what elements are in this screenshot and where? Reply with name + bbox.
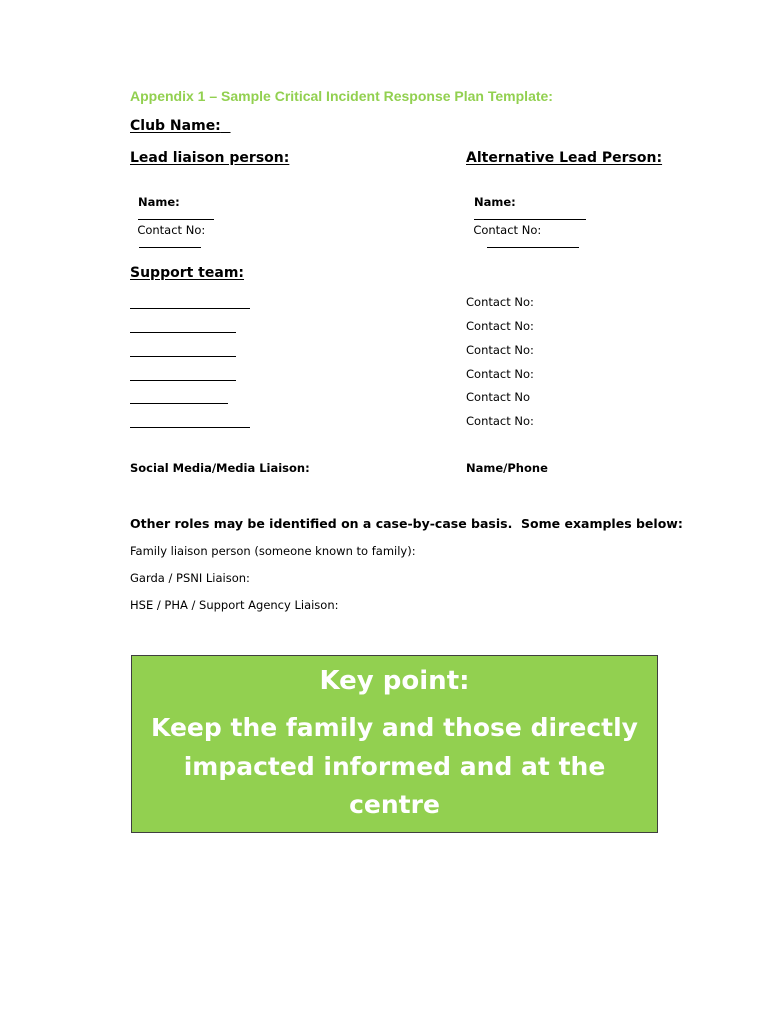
key-point-line-2: impacted informed and at the centre	[183, 751, 606, 819]
social-media-name-phone: Name/Phone	[466, 461, 548, 475]
key-point-body	[142, 709, 647, 863]
support-blank-2[interactable]	[130, 332, 236, 333]
support-contact-1: Contact No:	[466, 295, 534, 309]
club-name-label	[130, 118, 231, 134]
support-blank-6[interactable]	[130, 427, 250, 428]
key-point-line-3: of all decisions	[288, 828, 500, 858]
support-blank-4[interactable]	[130, 380, 236, 381]
other-role-hse-pha: HSE / PHA / Support Agency Liaison:	[130, 598, 339, 612]
key-point-line-1: Keep the family and those directly	[151, 713, 638, 742]
support-contact-3: Contact No:	[466, 343, 534, 357]
key-point-title: Key point:	[319, 666, 470, 696]
lead-contact-field	[130, 209, 205, 251]
alt-contact-field	[466, 209, 579, 251]
club-name-text: Club Name:	[130, 118, 221, 134]
lead-contact-label: Contact No:	[137, 223, 206, 237]
support-contact-5: Contact No	[466, 390, 531, 404]
key-point-box	[131, 655, 658, 858]
lead-name-label: Name:	[138, 195, 180, 209]
support-contact-2: Contact No:	[466, 319, 534, 333]
other-role-family-liaison: Family liaison person (someone known to family):	[130, 544, 416, 558]
support-contact-4: Contact No:	[466, 367, 534, 381]
support-blank-3[interactable]	[130, 356, 236, 357]
lead-liaison-heading: Lead liaison person:	[130, 150, 290, 166]
social-media-liaison-label: Social Media/Media Liaison:	[130, 461, 310, 475]
other-role-garda-psni: Garda / PSNI Liaison:	[130, 571, 250, 585]
appendix-title: Appendix 1 – Sample Critical Incident Response Plan Template:	[130, 88, 553, 104]
support-blank-1[interactable]	[130, 308, 250, 309]
alt-contact-blank[interactable]	[487, 247, 579, 248]
lead-contact-blank[interactable]	[139, 247, 201, 248]
support-contact-6: Contact No:	[466, 414, 534, 428]
alternative-lead-heading: Alternative Lead Person:	[466, 150, 663, 166]
support-blank-5[interactable]	[130, 403, 228, 404]
support-team-heading: Support team:	[130, 265, 245, 281]
alt-name-label: Name:	[474, 195, 516, 209]
alt-contact-label: Contact No:	[473, 223, 542, 237]
other-roles-heading: Other roles may be identified on a case-by-case basis. Some examples below:	[130, 516, 683, 531]
